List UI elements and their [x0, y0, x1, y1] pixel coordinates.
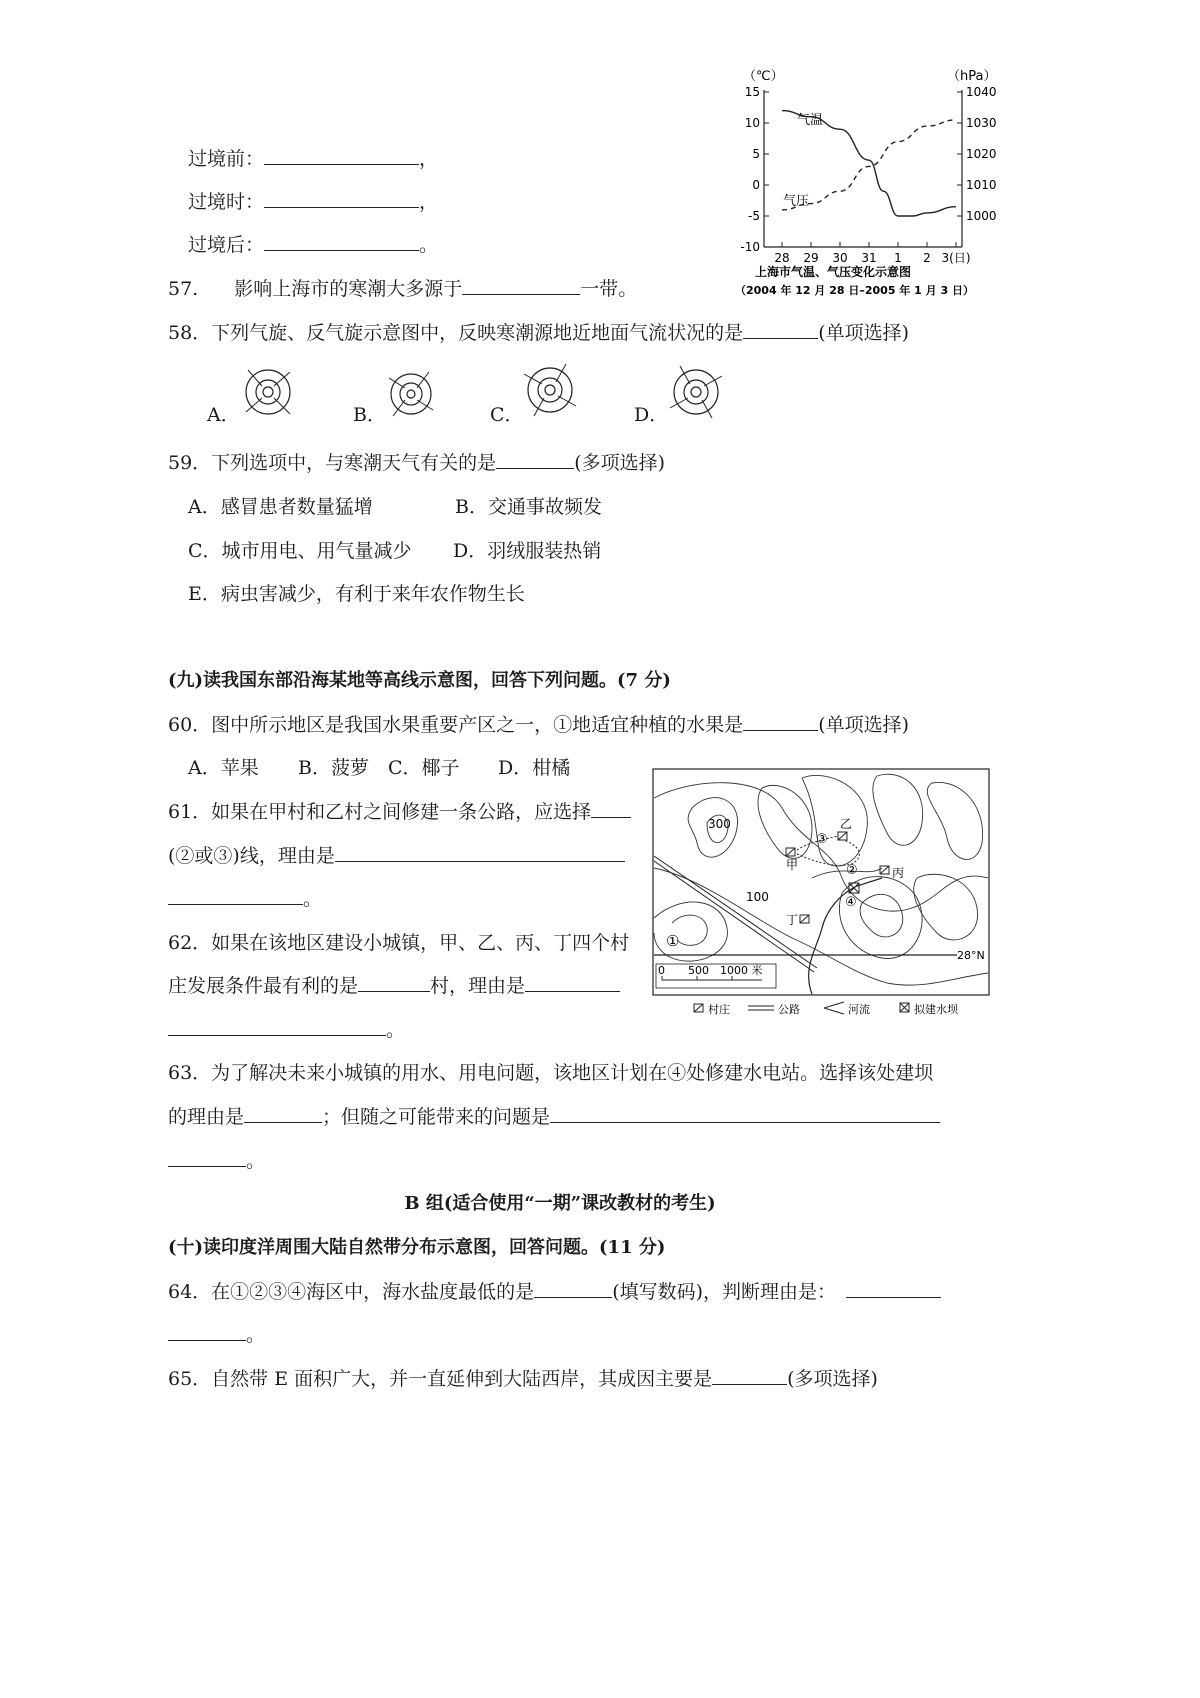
- q56-during-comma: ，: [419, 191, 439, 213]
- chart-right-tick-label: 1000: [966, 209, 997, 223]
- q58-option-a[interactable]: [207, 402, 240, 428]
- q60-option-a[interactable]: [188, 755, 259, 781]
- q59-option-b[interactable]: [455, 494, 602, 520]
- contour-label-300: 300: [708, 817, 731, 831]
- chart-left-tick-label: 10: [744, 116, 760, 130]
- q65-text: 65．自然带 E 面积广大，并一直延伸到大陆西岸，其成因主要是: [168, 1368, 713, 1390]
- q64-line1: [168, 1279, 941, 1305]
- cyclone-diagram-d: [664, 360, 728, 424]
- chart-right-tick-label: 1020: [966, 147, 997, 161]
- group-b-title: B 组(适合使用“一期”课改教材的考生): [404, 1193, 716, 1214]
- q59-option-b-label: B．交通事故频发: [455, 496, 602, 518]
- q61-line2: [168, 843, 625, 869]
- q62-line3: [168, 1017, 405, 1043]
- q58-suffix: (单项选择): [818, 322, 910, 344]
- q63-line2: [168, 1104, 940, 1130]
- q58-blank[interactable]: [743, 320, 818, 339]
- q63-reason-blank[interactable]: [244, 1104, 322, 1123]
- village-jia-label: 甲: [786, 858, 799, 872]
- q63-problem-blank-2[interactable]: [168, 1148, 246, 1167]
- q62-village-blank[interactable]: [358, 973, 430, 992]
- q58-option-b-label: B．: [353, 404, 386, 426]
- q60-option-d[interactable]: [498, 755, 570, 781]
- q56-after-blank[interactable]: [264, 232, 419, 251]
- q59-blank[interactable]: [496, 450, 574, 469]
- cyclone-diagram-b: [381, 364, 441, 424]
- q64-text2: (填写数码)，判断理由是：: [612, 1281, 837, 1303]
- q63-line1: 63．为了解决未来小城镇的用水、用电问题，该地区计划在④处修建水电站。选择该处建坝: [168, 1062, 934, 1084]
- contour-label-100: 100: [746, 890, 769, 904]
- chart-left-tick-label: -10: [740, 240, 760, 254]
- q59-option-c[interactable]: [188, 538, 412, 564]
- chart-y-left-label: （℃）: [743, 69, 784, 84]
- q56-before: [188, 146, 438, 172]
- chart-right-tick-label: 1030: [966, 116, 997, 130]
- q59-option-e-label: E．病虫害减少，有利于来年农作物生长: [188, 583, 525, 605]
- q62-line1: 62．如果在该地区建设小城镇，甲、乙、丙、丁四个村: [168, 932, 630, 954]
- chart-x-tick-label: 31: [861, 251, 877, 265]
- q59-option-a[interactable]: [188, 494, 373, 520]
- q57-text: 影响上海市的寒潮大多源于: [234, 278, 463, 300]
- chart-x-tick-label: 30: [832, 251, 848, 265]
- q61-choice-blank[interactable]: [591, 799, 631, 818]
- q61-reason-blank-2[interactable]: [168, 886, 303, 905]
- legend-village: 村庄: [708, 1003, 730, 1016]
- chart-left-tick-label: 5: [752, 147, 760, 161]
- chart-left-tick-label: 0: [752, 178, 760, 192]
- q64-line2: [168, 1322, 265, 1348]
- q60-option-d-label: D．柑橘: [498, 757, 571, 779]
- q56-during-label: 过境时：: [188, 191, 265, 213]
- q62-reason-blank[interactable]: [525, 973, 620, 992]
- legend-dam: 拟建水坝: [914, 1003, 958, 1016]
- q63-problem-blank[interactable]: [550, 1104, 940, 1123]
- q64-reason-blank[interactable]: [846, 1279, 941, 1298]
- q63-text2: ；但随之可能带来的问题是: [322, 1106, 551, 1128]
- chart-left-tick-label: 15: [744, 85, 760, 99]
- village-bing-label: 丙: [892, 866, 905, 880]
- chart-x-tick-label: 3(日): [941, 251, 971, 265]
- q60-blank[interactable]: [743, 712, 818, 731]
- series-label-temp: 气温: [797, 113, 824, 128]
- q60-option-b-label: B．菠萝: [298, 757, 369, 779]
- village-ding-label: 丁: [786, 913, 799, 927]
- q60-option-c[interactable]: [388, 755, 460, 781]
- q64-end: 。: [246, 1324, 266, 1346]
- q56-after: [188, 232, 438, 258]
- q59-option-d-label: D．羽绒服装热销: [453, 540, 602, 562]
- chart-right-tick-label: 1040: [966, 85, 997, 99]
- q58: [168, 320, 909, 346]
- q64-text: 64．在①②③④海区中，海水盐度最低的是: [168, 1281, 535, 1303]
- contour-lines: [654, 774, 988, 985]
- q59-option-c-label: C．城市用电、用气量减少: [188, 540, 412, 562]
- q65-blank[interactable]: [712, 1366, 787, 1385]
- scale-1000: 1000 米: [720, 964, 763, 977]
- q61-line3: [168, 886, 322, 912]
- chart-x-tick-label: 2: [923, 251, 931, 265]
- q62-line2: [168, 973, 620, 999]
- q60-option-c-label: C．椰子: [388, 757, 460, 779]
- legend-road: 公路: [778, 1003, 800, 1016]
- q59-option-d[interactable]: [453, 538, 601, 564]
- chart-subtitle: （2004 年 12 月 28 日–2005 年 1 月 3 日）: [735, 284, 974, 297]
- section10-title: (十)读印度洋周围大陆自然带分布示意图，回答问题。(11 分): [168, 1237, 666, 1258]
- section9-title: (九)读我国东部沿海某地等高线示意图，回答下列问题。(7 分): [168, 670, 671, 691]
- q60-option-b[interactable]: [298, 755, 369, 781]
- q57-blank[interactable]: [462, 276, 580, 295]
- map-marker-3: ③: [816, 832, 828, 847]
- q59-option-e[interactable]: [188, 581, 525, 607]
- q64-reason-blank-2[interactable]: [168, 1322, 246, 1341]
- legend-river: 河流: [848, 1003, 870, 1016]
- q63-line3: [168, 1148, 265, 1174]
- q60: [168, 712, 909, 738]
- q59-suffix: (多项选择): [574, 452, 666, 474]
- series-label-pressure: 气压: [783, 194, 810, 209]
- q62-end: 。: [386, 1019, 406, 1041]
- q59: [168, 450, 665, 476]
- q65-suffix: (多项选择): [787, 1368, 878, 1390]
- scale-500: 500: [688, 964, 709, 977]
- q59-option-a-label: A．感冒患者数量猛增: [188, 496, 373, 518]
- q64-number-blank[interactable]: [534, 1279, 612, 1298]
- chart-right-tick-label: 1010: [966, 178, 997, 192]
- q56-during-blank[interactable]: [264, 189, 419, 208]
- chart-y-right-label: （hPa）: [947, 69, 997, 84]
- q56-during: [188, 189, 438, 215]
- q65: [168, 1366, 878, 1392]
- q63-text: 的理由是: [168, 1106, 245, 1128]
- chart-left-tick-label: -5: [748, 209, 760, 223]
- q58-option-c-label: C．: [490, 404, 524, 426]
- temp-pressure-chart: [735, 62, 1005, 302]
- map-marker-1: ①: [666, 932, 680, 950]
- q56-before-comma: ，: [419, 148, 439, 170]
- cyclone-diagram-c: [518, 358, 582, 422]
- q60-suffix: (单项选择): [818, 714, 910, 736]
- q57-number: 57.: [168, 278, 199, 300]
- map-marker-2: ②: [846, 863, 858, 878]
- q56-before-blank[interactable]: [264, 146, 419, 165]
- map-frame: [653, 769, 989, 995]
- q60-option-a-label: A．苹果: [188, 757, 259, 779]
- q57: [168, 276, 637, 302]
- chart-x-tick-label: 1: [894, 251, 902, 265]
- q58-option-d-label: D．: [634, 404, 669, 426]
- q62-text: 庄发展条件最有利的是: [168, 975, 359, 997]
- q61-reason-blank[interactable]: [335, 843, 625, 862]
- chart-x-tick-label: 29: [803, 251, 819, 265]
- cyclone-diagram-a: [236, 360, 300, 424]
- q56-after-label: 过境后：: [188, 234, 265, 256]
- contour-map: [652, 768, 992, 1020]
- map-marker-4: ④: [845, 895, 857, 910]
- q62-reason-blank-2[interactable]: [168, 1017, 386, 1036]
- q60-text: 60．图中所示地区是我国水果重要产区之一，①地适宜种植的水果是: [168, 714, 744, 736]
- chart-x-tick-label: 28: [774, 251, 790, 265]
- chart-title: 上海市气温、气压变化示意图: [755, 265, 912, 279]
- q62-text2: 村，理由是: [430, 975, 526, 997]
- q59-text: 59．下列选项中，与寒潮天气有关的是: [168, 452, 497, 474]
- village-yi-label: 乙: [840, 817, 853, 831]
- latitude-label: 28°N: [957, 949, 985, 962]
- scale-0: 0: [658, 964, 665, 977]
- q61-line1: [168, 799, 631, 825]
- q57-text-after: 一带。: [580, 278, 638, 300]
- q61-end: 。: [303, 888, 323, 910]
- q58-option-a-label: A．: [207, 404, 240, 426]
- q56-before-label: 过境前：: [188, 148, 265, 170]
- q58-text: 58．下列气旋、反气旋示意图中，反映寒潮源地近地面气流状况的是: [168, 322, 744, 344]
- q61-text2: (②或③)线，理由是: [168, 845, 335, 867]
- q56-after-period: 。: [419, 234, 439, 256]
- q63-end: 。: [246, 1150, 266, 1172]
- q61-text: 61．如果在甲村和乙村之间修建一条公路，应选择: [168, 801, 592, 823]
